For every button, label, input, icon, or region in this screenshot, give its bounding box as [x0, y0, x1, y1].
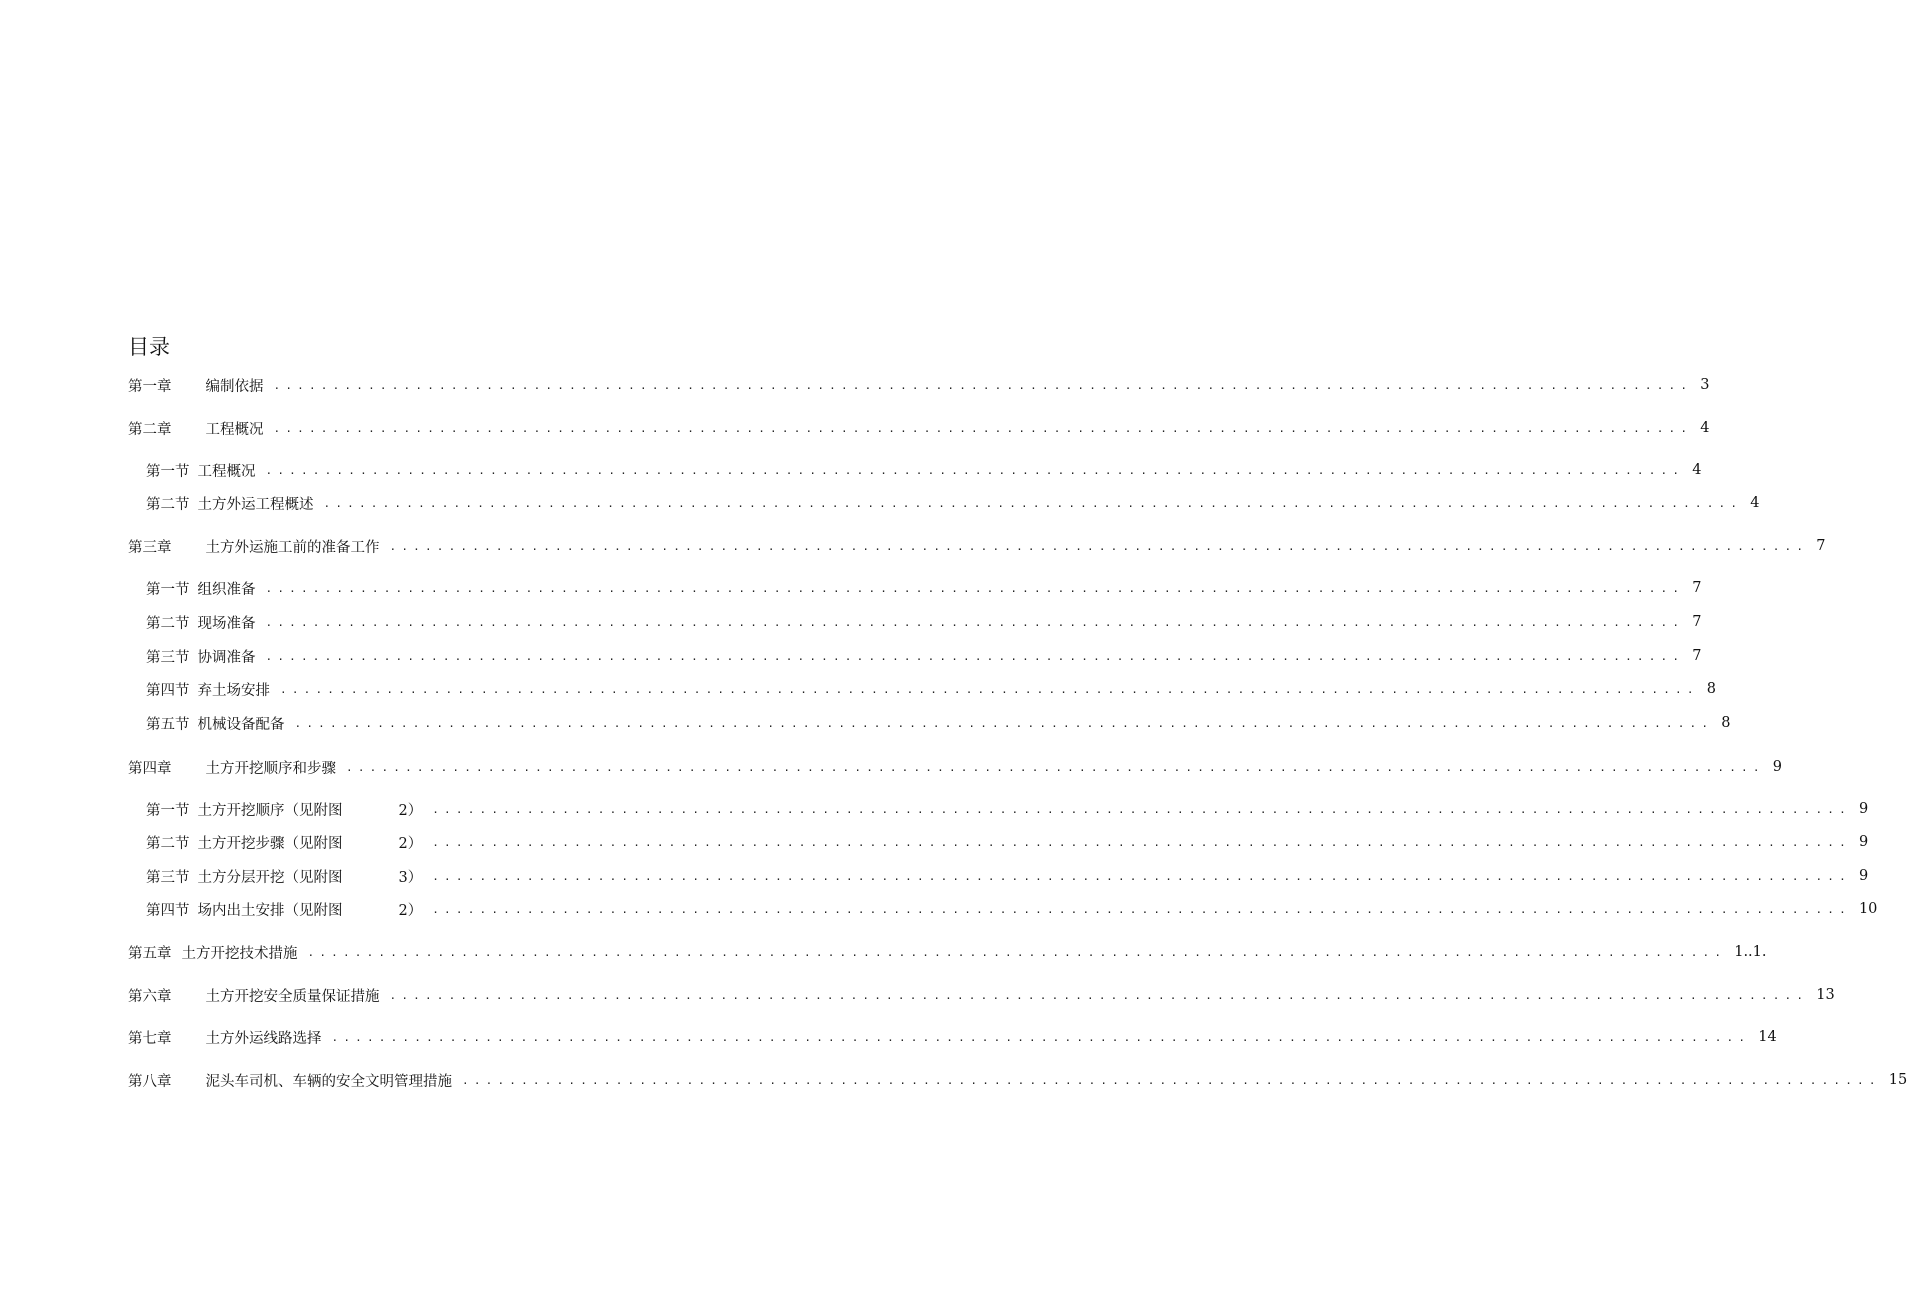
toc-entry-title: 土方外运工程概述: [197, 496, 314, 513]
toc-entry[interactable]: [146, 679, 1716, 699]
toc-entry[interactable]: [146, 899, 1878, 919]
toc-page-number: 7: [1816, 538, 1826, 554]
toc-entry-title: 编制依据: [205, 378, 264, 395]
toc-page-number: 8: [1706, 681, 1716, 697]
toc-entry-title: 土方开挖顺序和步骤: [205, 760, 336, 777]
toc-dot-leader: ........................................................................................................................: [265, 463, 1685, 477]
toc-page-number: 13: [1816, 987, 1835, 1003]
toc-entry-number: 第三节: [146, 869, 190, 886]
toc-entry-figure-ref: 2）: [398, 902, 423, 919]
toc-entry-number: 第二章: [128, 421, 172, 438]
toc-page-number: 7: [1692, 580, 1702, 596]
toc-entry[interactable]: [128, 536, 1826, 556]
toc-entry-title: 组织准备: [197, 581, 256, 598]
toc-dot-leader: ........................................................................................................................: [389, 988, 1809, 1002]
toc-dot-leader: ........................................................................................................................: [432, 802, 1851, 816]
toc-entry-number: 第三节: [146, 649, 190, 666]
toc-entry-title: 土方开挖技术措施: [181, 945, 298, 962]
toc-page-number: 7: [1692, 648, 1702, 664]
toc-dot-leader: ........................................................................................................................: [273, 421, 1693, 435]
toc-heading: 目录: [128, 335, 170, 359]
toc-entry-title: 现场准备: [197, 615, 256, 632]
toc-entry-title: 协调准备: [197, 649, 256, 666]
toc-entry-number: 第六章: [128, 988, 172, 1005]
toc-entry[interactable]: [146, 713, 1731, 733]
toc-page-number: 9: [1858, 801, 1869, 817]
toc-entry-title: 土方外运线路选择: [205, 1030, 322, 1047]
toc-entry[interactable]: [146, 493, 1760, 513]
toc-page-number: 4: [1692, 462, 1702, 478]
toc-entry-title: 土方开挖安全质量保证措施: [205, 988, 380, 1005]
toc-page-number: 3: [1700, 377, 1710, 393]
toc-dot-leader: ........................................................................................................................: [462, 1073, 1881, 1087]
toc-entry[interactable]: [146, 612, 1702, 632]
toc-dot-leader: ........................................................................................................................: [432, 835, 1851, 849]
toc-entry-title: 机械设备配备: [197, 716, 285, 733]
toc-entry[interactable]: [146, 646, 1702, 666]
toc-entry-figure-ref: 3）: [398, 869, 423, 886]
toc-entry[interactable]: [146, 460, 1702, 480]
toc-entry-title: 弃土场安排: [197, 682, 270, 699]
toc-entry-number: 第四节: [146, 682, 190, 699]
toc-entry-number: 第一节: [146, 581, 190, 598]
toc-entry[interactable]: [146, 578, 1702, 598]
toc-entry-title: 土方分层开挖（见附图: [197, 869, 343, 886]
toc-page-number: 1..1.: [1734, 944, 1767, 960]
toc-entry[interactable]: [146, 832, 1869, 852]
toc-page-number: 4: [1700, 420, 1710, 436]
toc-entry-number: 第八章: [128, 1073, 172, 1090]
toc-entry-title: 土方开挖顺序（见附图: [197, 802, 343, 819]
toc-entry-title: 工程概况: [197, 463, 256, 480]
toc-page-number: 4: [1750, 495, 1760, 511]
toc-entry-number: 第一节: [146, 802, 190, 819]
toc-entry[interactable]: [128, 757, 1782, 777]
toc-entry-title: 土方开挖步骤（见附图: [197, 835, 343, 852]
toc-entry[interactable]: [128, 1070, 1907, 1090]
toc-entry-number: 第四节: [146, 902, 190, 919]
toc-entry-number: 第二节: [146, 835, 190, 852]
toc-entry-number: 第一章: [128, 378, 172, 395]
toc-entry-figure-ref: 2）: [398, 802, 423, 819]
toc-dot-leader: ........................................................................................................................: [432, 869, 1851, 883]
toc-dot-leader: ........................................................................................................................: [280, 682, 1699, 696]
toc-entry-number: 第二节: [146, 615, 190, 632]
toc-entry-title: 场内出土安排（见附图: [197, 902, 343, 919]
toc-entry[interactable]: [128, 375, 1710, 395]
toc-page-number: 9: [1858, 834, 1869, 850]
toc-dot-leader: ........................................................................................................................: [294, 716, 1714, 730]
toc-entry-title: 工程概况: [205, 421, 264, 438]
toc-page-number: 9: [1772, 759, 1782, 775]
toc-entry-number: 第五节: [146, 716, 190, 733]
toc-dot-leader: ........................................................................................................................: [432, 902, 1851, 916]
toc-entry-number: 第二节: [146, 496, 190, 513]
toc-page-number: 9: [1858, 868, 1869, 884]
toc-dot-leader: ........................................................................................................................: [265, 649, 1685, 663]
toc-page-number: 15: [1888, 1072, 1907, 1088]
toc-dot-leader: ........................................................................................................................: [273, 378, 1693, 392]
toc-dot-leader: ........................................................................................................................: [265, 615, 1685, 629]
toc-entry[interactable]: [146, 799, 1869, 819]
toc-entry-number: 第一节: [146, 463, 190, 480]
toc-dot-leader: ........................................................................................................................: [331, 1030, 1751, 1044]
toc-entry[interactable]: [146, 866, 1869, 886]
toc-page-number: 8: [1721, 715, 1731, 731]
toc-entry[interactable]: [128, 985, 1835, 1005]
toc-entry[interactable]: [128, 1027, 1777, 1047]
toc-dot-leader: ........................................................................................................................: [307, 945, 1727, 959]
toc-dot-leader: ........................................................................................................................: [389, 539, 1809, 553]
toc-page-number: 14: [1758, 1029, 1777, 1045]
toc-page-number: 10: [1858, 901, 1878, 917]
toc-entry[interactable]: [128, 942, 1767, 962]
toc-dot-leader: ........................................................................................................................: [265, 581, 1685, 595]
toc-entry[interactable]: [128, 418, 1710, 438]
toc-page-number: 7: [1692, 614, 1702, 630]
toc-entry-number: 第三章: [128, 539, 172, 556]
toc-entry-title: 土方外运施工前的准备工作: [205, 539, 380, 556]
toc-entry-number: 第四章: [128, 760, 172, 777]
toc-entry-number: 第七章: [128, 1030, 172, 1047]
toc-entry-number: 第五章: [128, 945, 172, 962]
toc-dot-leader: ........................................................................................................................: [346, 760, 1765, 774]
toc-dot-leader: ........................................................................................................................: [323, 496, 1743, 510]
toc-entry-title: 泥头车司机、车辆的安全文明管理措施: [205, 1073, 452, 1090]
toc-entry-figure-ref: 2）: [398, 835, 423, 852]
